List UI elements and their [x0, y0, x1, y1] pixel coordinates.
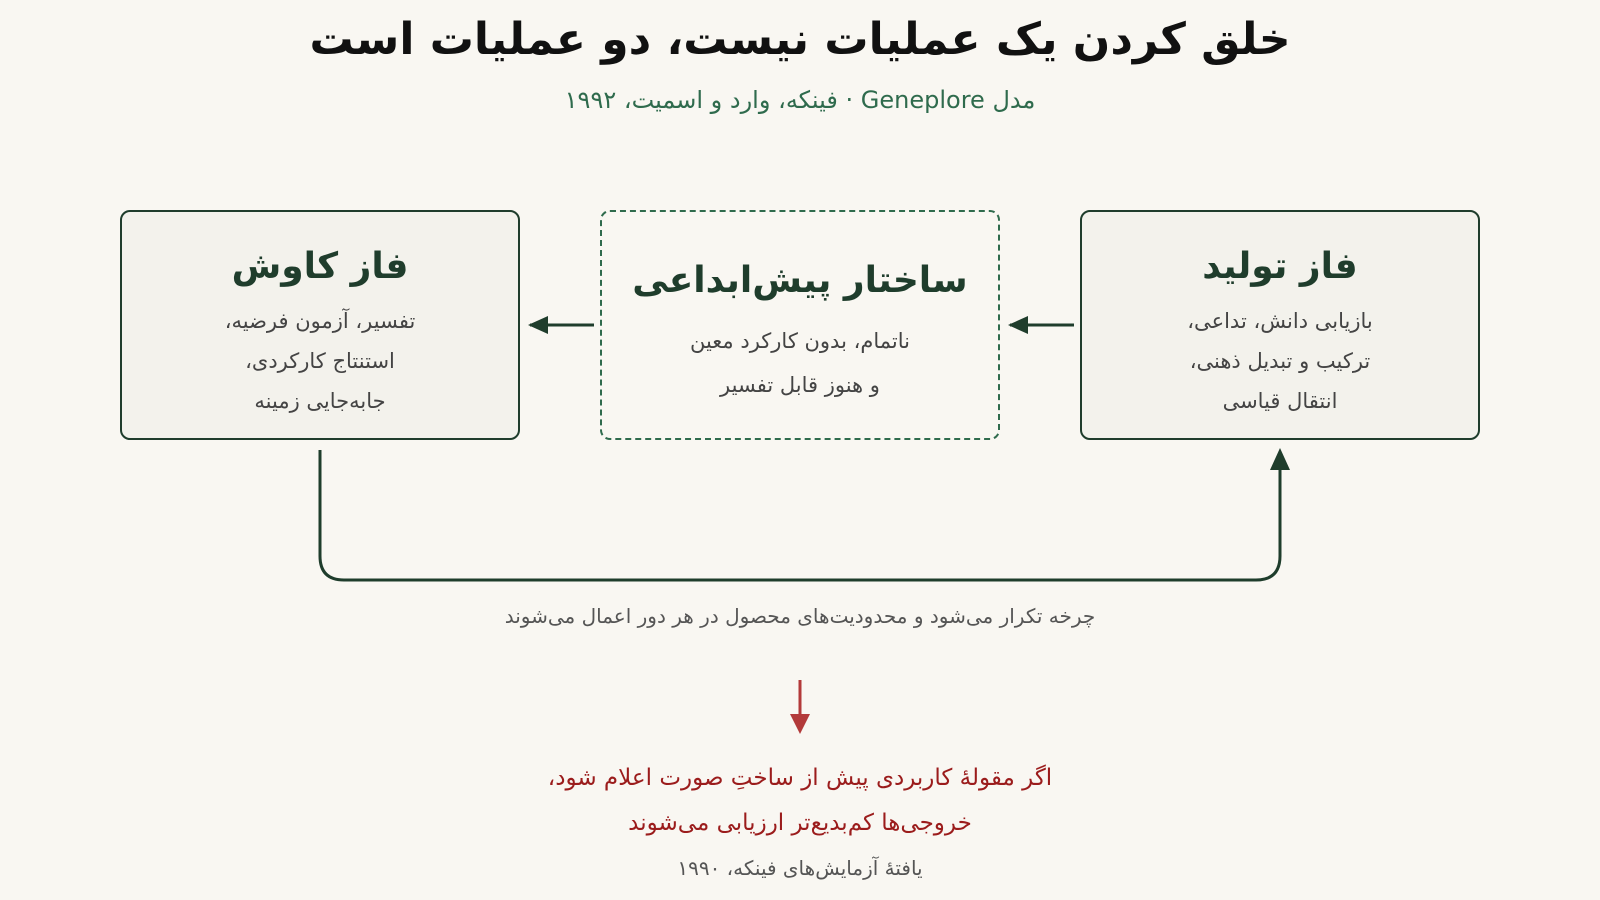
generation-phase-title: فاز تولید [1202, 246, 1358, 287]
preinventive-line-1: ناتمام، بدون کارکرد معین [689, 329, 911, 353]
generation-phase-box [1080, 210, 1480, 440]
feedback-loop-arrow [320, 450, 1280, 580]
exploration-phase-box [120, 210, 520, 440]
preinventive-line-2: و هنوز قابل تفسیر [720, 373, 880, 397]
exploration-line-3: جابه‌جایی زمینه [254, 389, 386, 413]
diagram-title: خلق کردن یک عملیات نیست، دو عملیات است [309, 14, 1291, 65]
arrowhead-generation-to-preinventive [1008, 316, 1028, 334]
arrowhead-preinventive-to-exploration [528, 316, 548, 334]
finding-arrowhead [790, 714, 810, 734]
finding-statement [0, 756, 1600, 846]
cycle-caption: چرخه تکرار می‌شود و محدودیت‌های محصول در هر دور اعمال می‌شوند [504, 604, 1096, 628]
exploration-line-1: تفسیر، آزمون فرضیه، [224, 309, 416, 333]
finding-line-1: اگر مقولهٔ کاربردی پیش از ساختِ صورت اعلام شود، [547, 765, 1053, 791]
generation-phase-description [1082, 301, 1478, 421]
exploration-phase-title: فاز کاوش [231, 246, 409, 287]
finding-source: یافتهٔ آزمایش‌های فینکه، ۱۹۹۰ [677, 856, 923, 880]
generation-line-2: ترکیب و تبدیل ذهنی، [1189, 349, 1371, 373]
preinventive-structure-title: ساختار پیش‌ابداعی [632, 260, 968, 301]
exploration-phase-description [122, 301, 518, 421]
preinventive-structure-description [602, 319, 998, 407]
preinventive-structure-box [600, 210, 1000, 440]
generation-line-3: انتقال قیاسی [1222, 389, 1338, 413]
finding-line-2: خروجی‌ها کم‌بدیع‌تر ارزیابی می‌شوند [628, 810, 972, 836]
feedback-loop-arrowhead [1270, 448, 1290, 470]
diagram-subtitle: مدل Geneplore · فینکه، وارد و اسمیت، ۱۹۹۲ [564, 86, 1036, 114]
exploration-line-2: استنتاج کارکردی، [245, 349, 395, 373]
generation-line-1: بازیابی دانش، تداعی، [1187, 309, 1373, 333]
